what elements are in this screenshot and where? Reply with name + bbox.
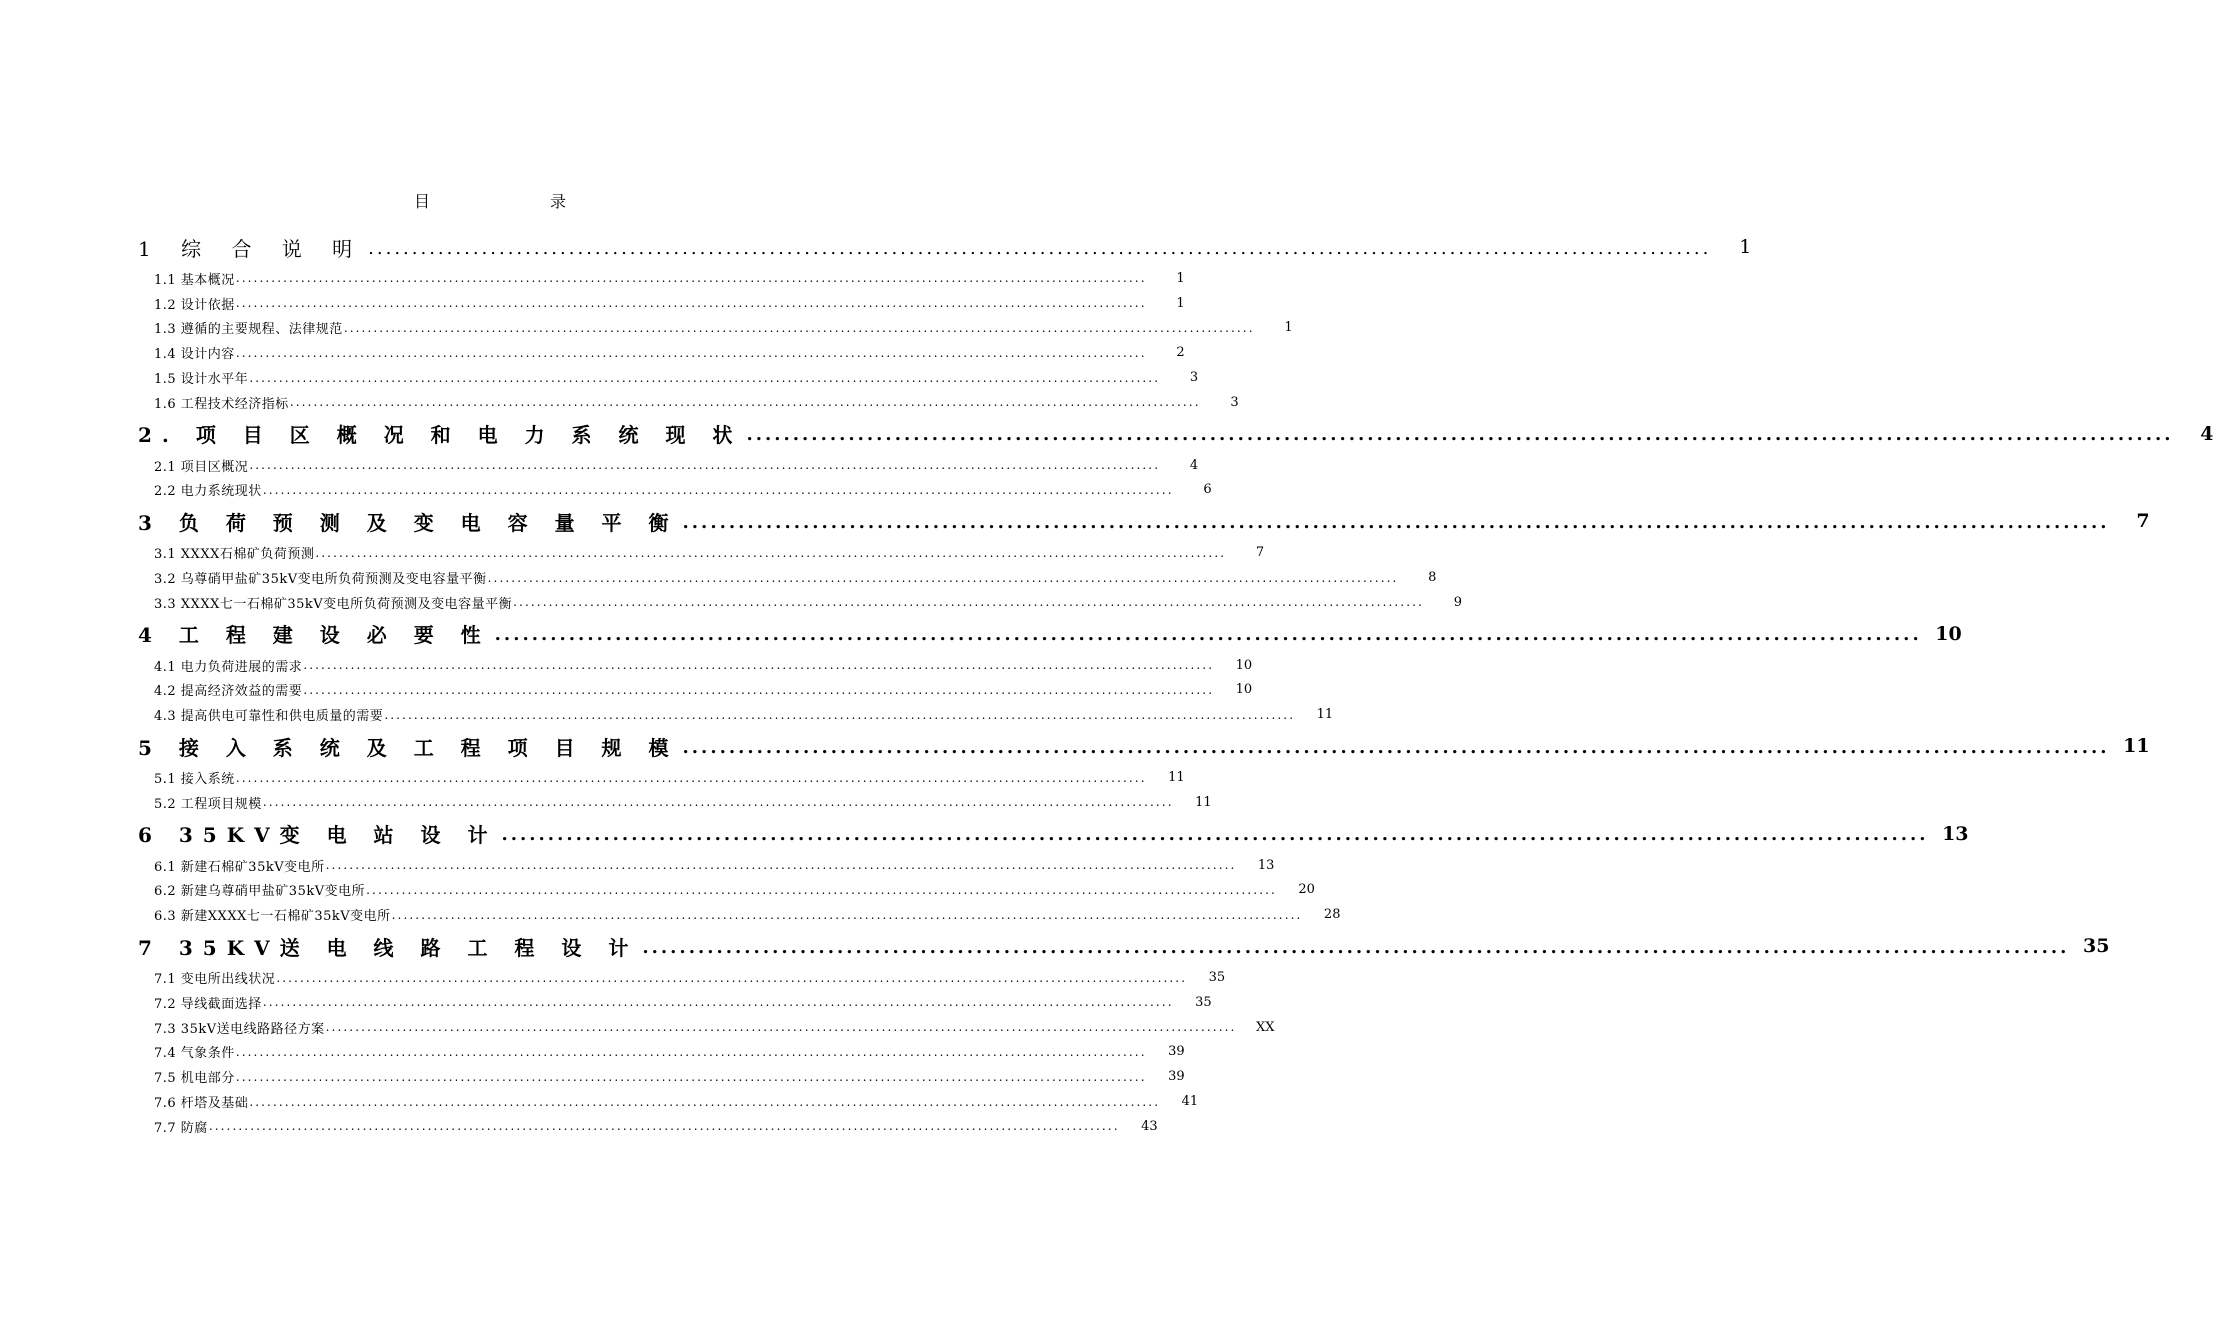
toc-entry-label: 6.3 新建XXXX七一石棉矿35kV变电所 (154, 909, 391, 925)
toc-leader-dots: .......................................................................................................................................................... (384, 707, 1296, 722)
toc-entry-label: 7.7 防腐 (154, 1120, 208, 1136)
toc-chapter-entry[interactable] (138, 615, 1962, 653)
toc-leader-dots: .......................................................................................................................................................... (289, 395, 1201, 410)
toc-title-left: 目 (414, 192, 431, 211)
toc-leader-dots: .......................................................................................................................................................... (262, 995, 1174, 1010)
toc-page-number: 3 (1230, 394, 1239, 410)
toc-leader-dots: .......................................................................................................................................................... (391, 907, 1303, 922)
toc-leader-dots: .......................................................................................................................................................... (343, 320, 1255, 335)
toc-page-number: 11 (1168, 770, 1185, 786)
toc-page-number: 11 (2123, 735, 2150, 758)
toc-entry-label: 3.2 乌尊硝甲盐矿35kV变电所负荷预测及变电容量平衡 (154, 572, 487, 588)
toc-leader-dots: .......................................................................................................................................................... (235, 1069, 1147, 1084)
toc-entry-label: 1.6 工程技术经济指标 (154, 396, 289, 412)
toc-entry-label: 7.2 导线截面选择 (154, 996, 262, 1012)
toc-page-number: 43 (1141, 1118, 1158, 1134)
toc-leader-dots: .......................................................................................................................................................... (276, 970, 1188, 985)
toc-entry-label: 1.2 设计依据 (154, 297, 235, 313)
toc-leader-dots: .......................................................................................................................................................... (682, 736, 2110, 758)
toc-leader-dots: .......................................................................................................................................................... (325, 1020, 1237, 1035)
toc-section-entry[interactable] (138, 1114, 1158, 1139)
toc-leader-dots: .......................................................................................................................................................... (235, 296, 1147, 311)
toc-leader-dots: .......................................................................................................................................................... (487, 570, 1399, 585)
toc-title (0, 190, 950, 214)
toc-page-number: XX (1255, 1019, 1275, 1035)
toc-entry-label: 5.2 工程项目规模 (154, 796, 262, 812)
toc-page-number: 10 (1235, 682, 1253, 698)
toc-entry-label: 5 接 入 系 统 及 工 程 项 目 规 模 (138, 735, 679, 760)
toc-page-number: 13 (1257, 857, 1275, 873)
toc-leader-dots: .......................................................................................................................................................... (235, 770, 1147, 785)
toc-section-entry[interactable] (138, 902, 1341, 927)
toc-entry-label: 2. 项 目 区 概 况 和 电 力 系 统 现 状 (138, 423, 743, 448)
toc-entry-label: 3.3 XXXX七一石棉矿35kV变电所负荷预测及变电容量平衡 (154, 596, 513, 612)
toc-section-entry[interactable] (138, 565, 1437, 590)
toc-page-number: 6 (1203, 482, 1212, 498)
toc-section-entry[interactable] (138, 853, 1275, 878)
toc-leader-dots: .......................................................................................................................................................... (746, 424, 2174, 446)
toc-page-number: 4 (1189, 457, 1199, 473)
toc-page-number: 4 (2200, 422, 2214, 445)
toc-page-number: 10 (1935, 622, 1962, 645)
toc-entry-label: 4 工 程 建 设 必 要 性 (138, 623, 491, 648)
toc-entry-label: 7.3 35kV送电线路路径方案 (154, 1021, 325, 1037)
toc-entry-label: 1.1 基本概况 (154, 272, 235, 288)
toc-page-number: 39 (1168, 1069, 1185, 1085)
toc-entry-label: 7.5 机电部分 (154, 1071, 235, 1087)
toc-leader-dots: .......................................................................................................................................................... (366, 882, 1277, 897)
toc-chapter-entry[interactable] (138, 228, 1752, 266)
toc-leader-dots: .......................................................................................................................................................... (303, 658, 1215, 673)
toc-leader-dots: .......................................................................................................................................................... (262, 795, 1174, 810)
toc-section-entry[interactable] (138, 390, 1239, 415)
toc-leader-dots: .......................................................................................................................................................... (682, 511, 2110, 533)
toc-section-entry[interactable] (138, 990, 1212, 1015)
toc-entry-label: 4.2 提高经济效益的需要 (154, 684, 303, 700)
toc-page-number: 35 (2082, 935, 2110, 958)
toc-entry-label: 2.1 项目区概况 (154, 459, 249, 475)
toc-chapter-entry[interactable] (138, 815, 1969, 853)
toc-section-entry[interactable] (138, 1089, 1199, 1114)
toc-leader-dots: .......................................................................................................................................................... (235, 271, 1147, 286)
toc-leader-dots: .......................................................................................................................................................... (303, 682, 1215, 697)
toc-page-number: 7 (2136, 510, 2150, 533)
toc-page-number: 1 (1176, 270, 1185, 286)
toc-section-entry[interactable] (138, 878, 1315, 903)
toc-leader-dots: .......................................................................................................................................................... (249, 370, 1161, 385)
toc-page-number: 3 (1189, 370, 1199, 386)
toc-page-number: 7 (1255, 545, 1265, 561)
toc-section-entry[interactable] (138, 540, 1265, 565)
toc-chapter-entry[interactable] (138, 415, 2214, 453)
toc-section-entry[interactable] (138, 478, 1212, 503)
toc-leader-dots: .......................................................................................................................................................... (642, 936, 2070, 958)
toc-section-entry[interactable] (138, 678, 1253, 703)
toc-entry-label: 4.3 提高供电可靠性和供电质量的需要 (154, 709, 384, 725)
toc-entry-label: 3 负 荷 预 测 及 变 电 容 量 平 衡 (138, 510, 679, 535)
toc-leader-dots: .......................................................................................................................................................... (325, 858, 1237, 873)
toc-page-number: 20 (1298, 882, 1315, 898)
toc-section-entry[interactable] (138, 1015, 1275, 1040)
toc-entry-label: 7 35KV送 电 线 路 工 程 设 计 (138, 935, 639, 960)
toc-entry-label: 1 综 合 说 明 (138, 236, 365, 261)
toc-entry-label: 7.4 气象条件 (154, 1046, 235, 1062)
toc-chapter-entry[interactable] (138, 727, 2150, 765)
toc-section-entry[interactable] (138, 316, 1293, 341)
toc-entry-label: 1.3 遵循的主要规程、法律规范 (154, 322, 343, 338)
toc-leader-dots: .......................................................................................................................................................... (249, 1094, 1161, 1109)
toc-leader-dots: .......................................................................................................................................................... (501, 824, 1929, 846)
toc-leader-dots: .......................................................................................................................................................... (262, 482, 1174, 497)
toc-entry-label: 7.6 杆塔及基础 (154, 1096, 249, 1112)
toc-page-number: 8 (1428, 570, 1437, 586)
toc-page-number: 13 (1942, 822, 1969, 845)
toc-chapter-entry[interactable] (138, 927, 2110, 965)
toc-leader-dots: .......................................................................................................................................................... (368, 237, 1712, 259)
toc-leader-dots: .......................................................................................................................................................... (494, 624, 1922, 646)
toc-section-entry[interactable] (138, 702, 1334, 727)
toc-page-number: 28 (1323, 907, 1341, 923)
toc-leader-dots: .......................................................................................................................................................... (235, 1044, 1147, 1059)
toc-section-entry[interactable] (138, 1040, 1185, 1065)
table-of-contents (138, 228, 2214, 1139)
toc-section-entry[interactable] (138, 1064, 1185, 1089)
toc-page-number: 9 (1453, 594, 1462, 610)
toc-page-number: 35 (1195, 994, 1212, 1010)
toc-section-entry[interactable] (138, 965, 1226, 990)
toc-chapter-entry[interactable] (138, 502, 2150, 540)
toc-section-entry[interactable] (138, 291, 1185, 316)
toc-title-right: 录 (550, 192, 567, 211)
toc-section-entry[interactable] (138, 453, 1199, 478)
toc-page-number: 1 (1739, 236, 1752, 258)
toc-section-entry[interactable] (138, 653, 1253, 678)
toc-page-number: 35 (1208, 970, 1226, 986)
toc-page-number: 11 (1195, 794, 1212, 810)
toc-entry-label: 1.4 设计内容 (154, 347, 235, 363)
toc-entry-label: 3.1 XXXX石棉矿负荷预测 (154, 547, 315, 563)
toc-entry-label: 5.1 接入系统 (154, 772, 235, 788)
toc-page-number: 1 (1176, 295, 1185, 311)
toc-entry-label: 2.2 电力系统现状 (154, 484, 262, 500)
toc-leader-dots: .......................................................................................................................................................... (513, 595, 1424, 610)
toc-leader-dots: .......................................................................................................................................................... (208, 1119, 1120, 1134)
toc-page-number: 41 (1181, 1094, 1199, 1110)
toc-section-entry[interactable] (138, 590, 1462, 615)
toc-page-number: 1 (1284, 320, 1293, 336)
toc-entry-label: 6.2 新建乌尊硝甲盐矿35kV变电所 (154, 884, 366, 900)
toc-section-entry[interactable] (138, 765, 1185, 790)
toc-page-number: 2 (1176, 345, 1185, 361)
toc-page-number: 11 (1316, 707, 1334, 723)
toc-section-entry[interactable] (138, 365, 1199, 390)
toc-entry-label: 4.1 电力负荷进展的需求 (154, 659, 303, 675)
toc-page-number: 10 (1235, 657, 1253, 673)
toc-entry-label: 7.1 变电所出线状况 (154, 972, 276, 988)
toc-section-entry[interactable] (138, 790, 1212, 815)
toc-leader-dots: .......................................................................................................................................................... (315, 545, 1227, 560)
toc-page-number: 39 (1168, 1044, 1185, 1060)
toc-entry-label: 1.5 设计水平年 (154, 372, 249, 388)
toc-section-entry[interactable] (138, 340, 1185, 365)
toc-entry-label: 6.1 新建石棉矿35kV变电所 (154, 859, 325, 875)
toc-leader-dots: .......................................................................................................................................................... (235, 345, 1147, 360)
toc-leader-dots: .......................................................................................................................................................... (249, 458, 1161, 473)
toc-section-entry[interactable] (138, 266, 1185, 291)
toc-entry-label: 6 35KV变 电 站 设 计 (138, 823, 498, 848)
